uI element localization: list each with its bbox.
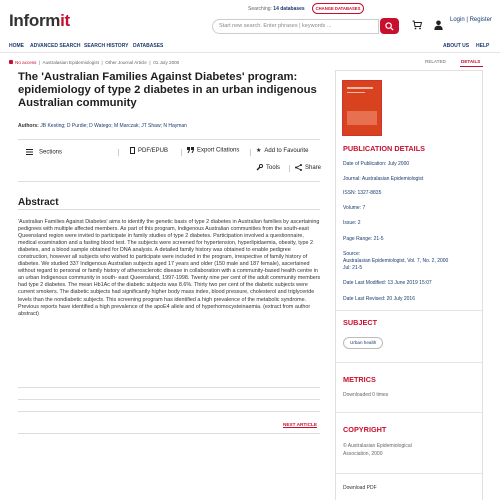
cover-title-bar	[347, 87, 373, 89]
quote-icon	[187, 147, 194, 153]
document-icon	[130, 147, 135, 154]
databases-count: 14 databases	[273, 6, 305, 12]
export-citations-label: Export Citations	[197, 147, 240, 154]
volume-detail: Volume: 7	[343, 205, 366, 211]
page-range-detail: Page Range: 21-5	[343, 236, 384, 242]
section-divider	[18, 399, 320, 400]
lock-icon	[9, 60, 13, 64]
login-register-link[interactable]: Login | Register	[450, 17, 492, 23]
nav-databases[interactable]: DATABASES	[133, 43, 164, 49]
subject-tag[interactable]: Urban health	[343, 337, 383, 349]
active-tab-indicator	[460, 66, 483, 67]
metrics-heading: METRICS	[343, 375, 376, 384]
informit-logo[interactable]	[9, 11, 70, 31]
publication-details-heading: PUBLICATION DETAILS	[343, 144, 426, 153]
journal-cover-image[interactable]	[342, 80, 382, 136]
nav-home[interactable]: HOME	[9, 43, 24, 49]
toolbar-separator	[289, 165, 290, 172]
access-status: No access	[15, 60, 37, 65]
toolbar-bottom-divider	[18, 181, 320, 182]
user-icon[interactable]	[434, 17, 443, 35]
share-button[interactable]	[295, 164, 321, 171]
source-citation-line-2: Jul: 21-5	[343, 265, 363, 271]
copyright-line-1: © Australasian Epidemiological	[343, 443, 412, 449]
menu-icon	[26, 149, 33, 155]
article-type: Other Journal Article	[105, 60, 147, 65]
authors-label: Authors:	[18, 123, 39, 129]
article-meta: No access | Australasian Epidemiologist | Other Journal Article | 01 July 2000	[9, 60, 179, 65]
star-icon: ★	[256, 148, 262, 154]
toolbar-separator	[181, 149, 182, 156]
search-input[interactable]: Start new search. Enter phrases | keywords ...	[212, 19, 379, 34]
panel-divider	[336, 310, 482, 311]
panel-divider	[336, 412, 482, 413]
cart-icon[interactable]	[412, 17, 422, 35]
sections-label: Sections	[39, 149, 63, 156]
next-article-link[interactable]: NEXT ARTICLE	[283, 422, 317, 427]
nav-search-history[interactable]: SEARCH HISTORY	[84, 43, 129, 49]
section-divider	[18, 411, 320, 412]
article-date: 01 July 2000	[153, 60, 180, 65]
download-count: Downloaded 0 times	[343, 392, 389, 398]
download-pdf-link[interactable]: Download PDF	[343, 485, 377, 491]
searching-label: Searching:	[248, 6, 272, 12]
authors-list[interactable]: JB Kesting; D Purdie; D Watego; M Marczak; JT Shaw; N Hayman	[40, 123, 187, 129]
source-label: Source:	[343, 251, 361, 257]
change-databases-button[interactable]: CHANGE DATABASES	[312, 3, 364, 14]
nav-help[interactable]: HELP	[476, 43, 490, 49]
cover-subtitle-bar	[347, 92, 365, 93]
logo-text: Inform	[9, 11, 61, 30]
wrench-icon	[256, 164, 263, 171]
pdf-epub-label: PDF/EPUB	[138, 148, 169, 155]
search-button[interactable]	[380, 18, 399, 34]
section-divider	[18, 433, 320, 434]
source-citation-line-1: Australasian Epidemiologist, Vol. 7, No. 2, 2000	[343, 258, 449, 264]
search-icon	[385, 22, 394, 31]
tools-button[interactable]	[256, 164, 280, 171]
tools-label: Tools	[266, 165, 281, 172]
abstract-divider	[18, 209, 320, 210]
copyright-heading: COPYRIGHT	[343, 425, 387, 434]
searching-info	[248, 6, 305, 12]
journal-name[interactable]: Australasian Epidemiologist	[42, 60, 99, 65]
panel-divider	[336, 473, 482, 474]
tab-details[interactable]: DETAILS	[461, 59, 481, 64]
sections-button[interactable]	[26, 149, 62, 156]
toolbar-separator	[118, 149, 119, 156]
pdf-epub-button[interactable]	[130, 147, 168, 154]
toolbar-top-divider	[18, 139, 320, 140]
abstract-heading: Abstract	[18, 197, 59, 208]
add-to-favourite-button[interactable]	[256, 147, 308, 154]
journal-detail[interactable]: Journal: Australasian Epidemiologist	[343, 176, 424, 182]
section-divider	[18, 387, 320, 388]
export-citations-button[interactable]	[187, 147, 239, 154]
share-icon	[295, 164, 302, 171]
add-to-favourite-label: Add to Favourite	[264, 148, 309, 154]
nav-advanced-search[interactable]: ADVANCED SEARCH	[30, 43, 81, 49]
copyright-line-2: Association, 2000	[343, 451, 383, 457]
panel-divider	[336, 362, 482, 363]
publication-date: Date of Publication: July 2000	[343, 161, 410, 167]
subject-heading: SUBJECT	[343, 318, 378, 327]
toolbar-separator	[250, 149, 251, 156]
issue-detail: Issue: 2	[343, 220, 361, 226]
last-modified-date: Date Last Modified: 13 June 2019 15:07	[343, 280, 432, 286]
last-revised-date: Date Last Revised: 20 July 2016	[343, 296, 415, 302]
authors-line	[18, 123, 187, 129]
share-label: Share	[305, 165, 322, 172]
issn-detail: ISSN: 1327-8835	[343, 190, 382, 196]
tab-related[interactable]: RELATED	[425, 59, 446, 64]
article-title: The 'Australian Families Against Diabetes' program: epidemiology of type 2 diabetes in an urban indigenous Australian community	[18, 71, 317, 109]
nav-about-us[interactable]: ABOUT US	[443, 43, 470, 49]
logo-accent: it	[60, 11, 70, 30]
abstract-text: 'Australian Families Against Diabetes' aims to identify the genetic basis of type 2 diabetes in Australian families by ascertaining pedigrees with multiple affected members. As part of this program, Indigenous Australian communities from the south-east Queensland region were invited to participate in family studies of type 2 diabetes. Participation involved a questionnaire, medical examination and a fasting blood test. The subjects were screened for hypertension, hyperlipidaemia, obesity, type 2 diabetes, and a blood sample obtained for DNA analysis. A detailed family history was obtained to enable pedigree construction, however all subjects who wished to participate were included in the program, irrespective of family history of diabetes. We studied 337 Indigenous Australian subjects aged 17 years and older (150 male and 187 female), ascertained without regard to personal or family history of atherosclerotic disease in collaboration with a community-based health centre in an urban Indigenous community in south- east Queensland, 1997-1998. Twenty nine per cent of the adult community members had type 2 diabetes. The mean Hb1Ac of the diabetic subjects was 8.6%. Thirty two per cent of the diabetic subjects were current smokers. The diabetic subjects had significantly higher body mass index, blood pressure, cholesterol and triglyceride levels than the nondiabetic subjects. This screening program has identified a high prevalence of the metabolic syndrome. Previous reports have identified a high prevalence of the apoE4 allele and of hyperhomocysteinaemia. (extract from author abstract)	[18, 219, 321, 317]
nav-divider	[0, 52, 500, 53]
cover-graphic	[347, 111, 377, 125]
